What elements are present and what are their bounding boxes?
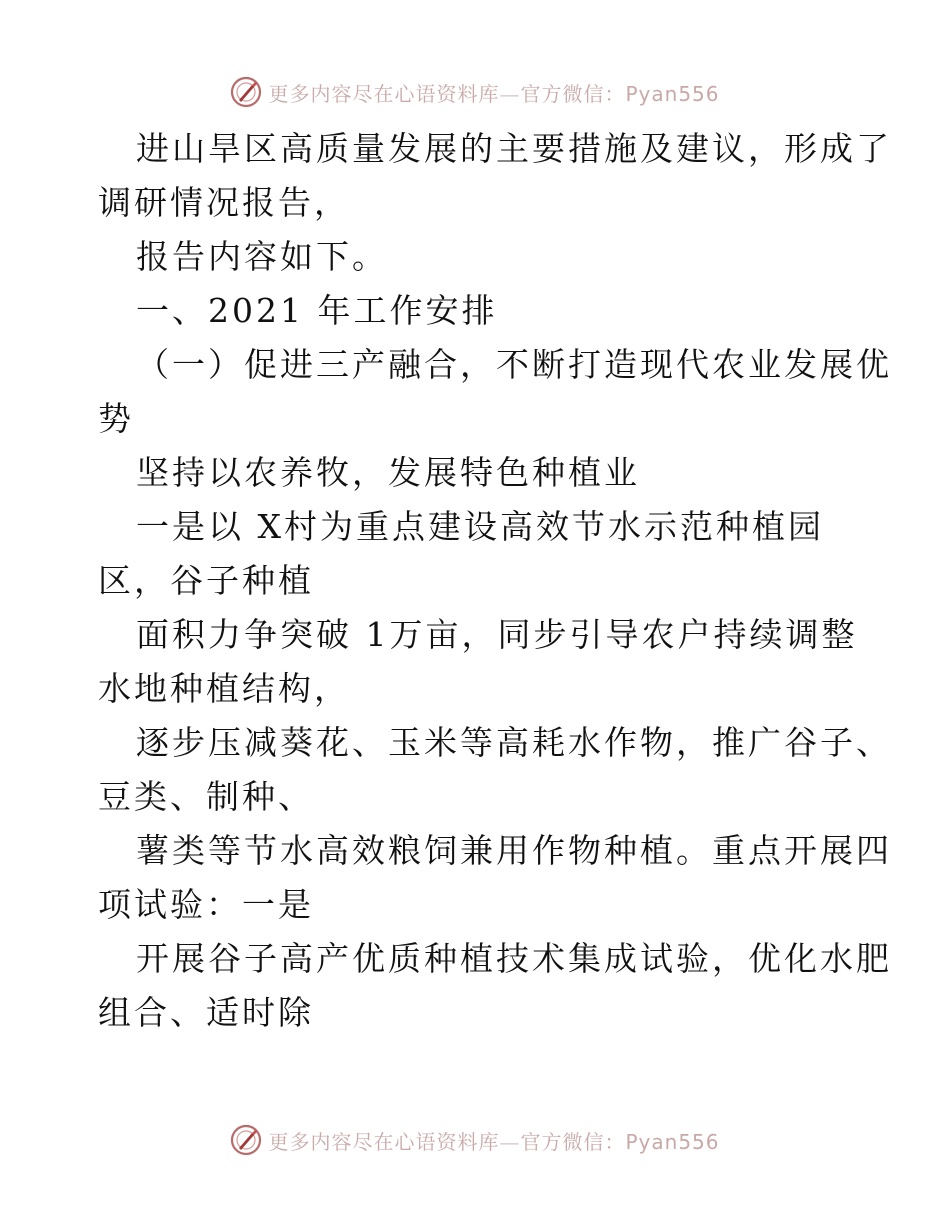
- watermark-wechat-label: 官方微信：: [520, 81, 626, 106]
- watermark-wechat-label: 官方微信：: [520, 1129, 626, 1154]
- body-line: 报告内容如下。: [136, 237, 388, 276]
- body-line: 一是以 X村为重点建设高效节水示范种植园: [136, 507, 824, 546]
- watermark-text: [268, 78, 719, 107]
- document-body: [98, 122, 892, 1040]
- body-line: 坚持以农养牧，发展特色种植业: [136, 453, 640, 492]
- header-watermark: [0, 72, 950, 112]
- section-heading: 一、2021 年工作安排: [136, 291, 498, 330]
- body-line: 组合、适时除: [98, 993, 314, 1032]
- quill-pen-logo-icon: [230, 76, 262, 108]
- body-line: 调研情况报告，: [98, 183, 350, 222]
- body-line: 区，谷子种植: [98, 561, 314, 600]
- footer-watermark: [0, 1120, 950, 1160]
- watermark-text: [268, 1126, 719, 1155]
- body-line: 项试验：一是: [98, 885, 314, 924]
- body-line: 面积力争突破 1万亩，同步引导农户持续调整: [136, 615, 858, 654]
- watermark-separator: —: [499, 1129, 521, 1154]
- body-line: 开展谷子高产优质种植技术集成试验，优化水肥: [136, 939, 892, 978]
- watermark-wechat-id: Pyan556: [625, 1129, 720, 1154]
- subsection-heading: （一）促进三产融合，不断打造现代农业发展优: [136, 345, 892, 384]
- body-line: 豆类、制种、: [98, 777, 314, 816]
- watermark-main-text: 更多内容尽在心语资料库: [268, 1129, 500, 1154]
- body-line: 势: [98, 399, 134, 438]
- body-line: 薯类等节水高效粮饲兼用作物种植。重点开展四: [136, 831, 892, 870]
- quill-pen-logo-icon: [230, 1124, 262, 1156]
- watermark-wechat-id: Pyan556: [625, 81, 720, 106]
- watermark-main-text: 更多内容尽在心语资料库: [268, 81, 500, 106]
- body-line: 进山旱区高质量发展的主要措施及建议，形成了: [136, 129, 892, 168]
- body-line: 逐步压减葵花、玉米等高耗水作物，推广谷子、: [136, 723, 892, 762]
- body-line: 水地种植结构，: [98, 669, 350, 708]
- watermark-separator: —: [499, 81, 521, 106]
